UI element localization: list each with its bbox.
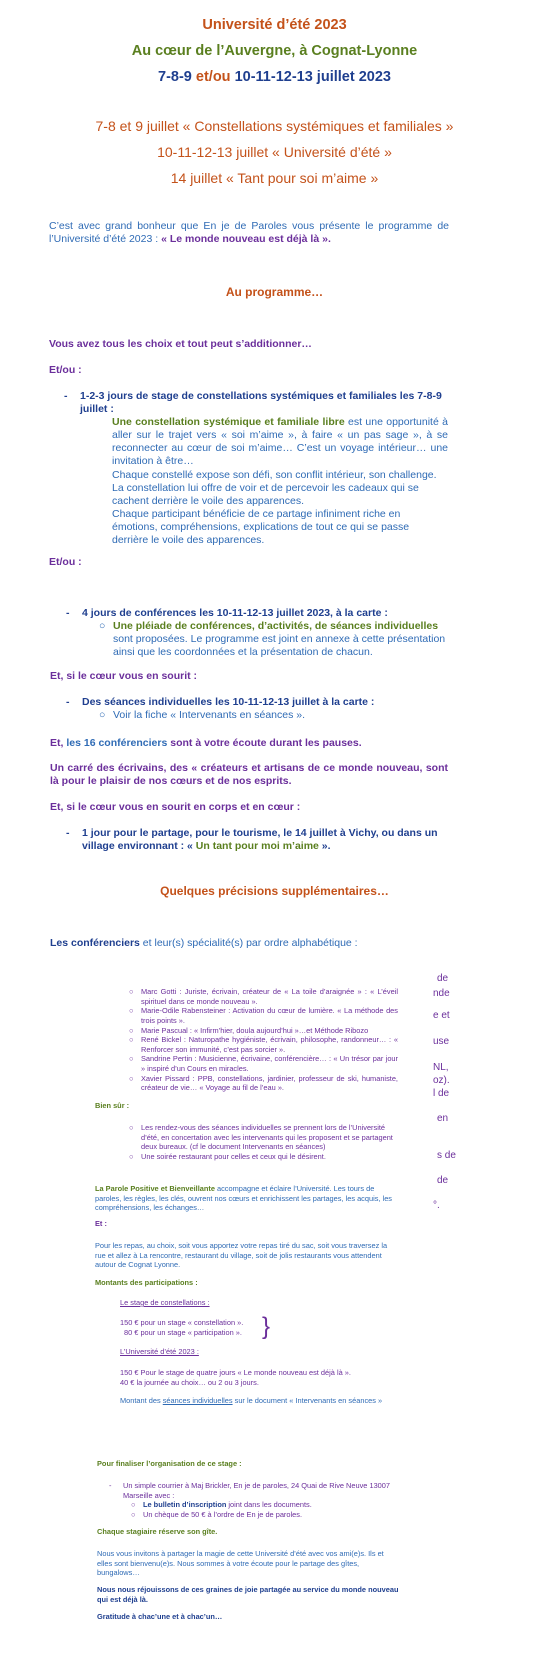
bien-sur-list bbox=[129, 1123, 398, 1162]
cheque-text: Un chèque de 50 € à l’ordre de En je de paroles. bbox=[143, 1509, 303, 1519]
et-label: Et : bbox=[95, 1219, 107, 1228]
constellations-title: 1-2-3 jours de stage de constellations systémiques et familiales les 7-8-9 juillet : bbox=[80, 390, 442, 416]
cut-text-fragment: oz). bbox=[433, 1075, 450, 1086]
ppb-text: accompagne et éclaire l’Université. Les tours de paroles, les règles, les clés, ouvrent nos cœurs et enrichissent les partages, les acquis, les compréhensions, les échanges… bbox=[95, 1184, 392, 1213]
cut-text-fragment: nde bbox=[433, 988, 450, 999]
circle-bullet: ○ bbox=[131, 1500, 136, 1509]
conferences-description bbox=[99, 620, 449, 659]
cut-text-fragment: l de bbox=[433, 1088, 450, 1099]
theme-line: 10-11-12-13 juillet « Université d’été » bbox=[157, 144, 392, 160]
theme-line: 7-8 et 9 juillet « Constellations systémiques et familiales » bbox=[95, 118, 454, 134]
seances-sub-text: Voir la fiche « Intervenants en séances ». bbox=[113, 709, 306, 721]
speaker-item bbox=[129, 1006, 398, 1025]
seances-link[interactable]: séances individuelles bbox=[162, 1396, 233, 1405]
constellations-text: Chaque participant bénéficie de ce partage infiniment riche en émotions, compréhensions, explications de tout ce qui se passe derrière le voile des apparences. bbox=[112, 507, 410, 547]
speaker-text: René Bickel : Naturopathe hygiéniste, écrivain, philosophe, randonneur… : « Renforcer son immunité, c’est pas sorcier ». bbox=[141, 1035, 398, 1054]
etou-label: Et/ou : bbox=[49, 364, 82, 376]
finaliser-item bbox=[131, 1509, 403, 1520]
speakers-list bbox=[129, 987, 398, 1093]
gite-line: Chaque stagiaire réserve son gîte. bbox=[97, 1527, 218, 1536]
bulletin-rest: joint dans les documents. bbox=[226, 1500, 312, 1509]
gratitude-line: Gratitude à chac’une et à chac’un… bbox=[97, 1612, 223, 1621]
speaker-item bbox=[129, 987, 398, 1006]
line-et: Et, bbox=[50, 737, 67, 749]
magie-paragraph: Nous vous invitons à partager la magie de cette Université d’été avec vos ami(e)s. Ils et elles sont bienvenu(e)s. Nous sommes à votre écoute pour le partage des gîtes, bungalows… bbox=[97, 1549, 384, 1578]
dash-bullet: - bbox=[64, 390, 68, 402]
etou-label: Et/ou : bbox=[49, 556, 82, 568]
conferences-item bbox=[66, 607, 450, 620]
dates-or: et/ou bbox=[195, 69, 235, 85]
speaker-item bbox=[129, 1073, 398, 1093]
cut-text-fragment: de bbox=[437, 973, 449, 984]
doc-title: Université d’été 2023 bbox=[202, 17, 347, 33]
doc-subtitle: Au cœur de l’Auvergne, à Cognat-Lyonne bbox=[131, 43, 418, 59]
conferenciers-line bbox=[50, 737, 362, 750]
programme-heading: Au programme… bbox=[225, 285, 324, 299]
stage-price: 150 € pour un stage « constellation ». bbox=[120, 1318, 244, 1327]
speaker-item bbox=[129, 1054, 398, 1073]
rejouissons-paragraph: Nous nous réjouissons de ces graines de joie partagée au service du monde nouveau qui est déjà là. bbox=[97, 1585, 399, 1604]
speaker-text: Xavier Pissard : PPB, constellations, jardinier, professeur de ski, humaniste, créateur de vie… « Voyage au fil de l’eau ». bbox=[141, 1073, 398, 1093]
finaliser-heading: Pour finaliser l’organisation de ce stage : bbox=[97, 1459, 242, 1468]
circle-bullet: ○ bbox=[129, 1035, 134, 1045]
seances-title: Des séances individuelles les 10-11-12-13 juillet à la carte : bbox=[82, 696, 375, 708]
conferences-lead: Une pléiade de conférences, d’activités, de séances individuelles bbox=[113, 620, 439, 632]
speaker-text: Sandrine Pertin : Musicienne, écrivaine, conférencière… : « Un trésor par jour » inspiré d’un Cours en miracles. bbox=[141, 1054, 398, 1073]
circle-bullet: ○ bbox=[129, 987, 134, 996]
brace-symbol: } bbox=[262, 1313, 271, 1340]
dates-second: 10-11-12-13 juillet 2023 bbox=[234, 69, 391, 85]
circle-bullet: ○ bbox=[131, 1509, 136, 1519]
cut-text-fragment: °. bbox=[433, 1200, 440, 1211]
constellations-item bbox=[64, 390, 448, 416]
stage-price: 80 € pour un stage « participation ». bbox=[124, 1328, 242, 1337]
seances-montant bbox=[120, 1396, 382, 1406]
courrier-item bbox=[109, 1481, 403, 1500]
bien-sur-item bbox=[129, 1151, 398, 1162]
univ-price: 40 € la journée au choix… ou 2 ou 3 jours. bbox=[120, 1378, 259, 1387]
stage-title: Le stage de constellations : bbox=[120, 1298, 210, 1307]
circle-bullet: ○ bbox=[129, 1123, 134, 1132]
ppb-bold: La Parole Positive et Bienveillante bbox=[95, 1184, 215, 1193]
speaker-item bbox=[129, 1025, 398, 1036]
cut-text-fragment: de bbox=[437, 1175, 449, 1186]
seances-a: Montant des bbox=[120, 1396, 163, 1405]
montants-label: Montants des participations : bbox=[95, 1278, 198, 1287]
partage-green: Un tant pour moi m’aime bbox=[195, 840, 319, 853]
intro-title: « Le monde nouveau est déjà là ». bbox=[161, 233, 331, 246]
conf-rest: et leur(s) spécialité(s) par ordre alphabétique : bbox=[139, 937, 358, 949]
circle-bullet: ○ bbox=[99, 620, 106, 632]
circle-bullet: ○ bbox=[129, 1054, 134, 1064]
conferences-title: 4 jours de conférences les 10-11-12-13 juillet 2023, à la carte : bbox=[82, 607, 388, 619]
intro-text: C’est avec grand bonheur que En je de Paroles vous présente le programme de l’Université d’été 2023 : bbox=[49, 220, 449, 246]
bien-sur-text: Les rendez-vous des séances individuelles se prennent lors de l’Université d’été, en concertation avec les intervenants qui les proposent et se partagent deux bureaux. (cf le document Intervenants en séances) bbox=[141, 1123, 393, 1152]
speaker-text: Marie-Odile Rabensteiner : Activation du cœur de lumière. « La méthode des trois points ». bbox=[141, 1006, 398, 1025]
circle-bullet: ○ bbox=[129, 1025, 134, 1035]
ppb-paragraph bbox=[95, 1184, 398, 1213]
precisions-heading: Quelques précisions supplémentaires… bbox=[160, 884, 389, 898]
dash-bullet: - bbox=[66, 607, 70, 619]
repas-paragraph: Pour les repas, au choix, soit vous apportez votre repas tiré du sac, soit vous traversez la rue et allez à La rencontre, restaurant du village, soit de jolis restaurants vous attendent autour de Cognat Lyonne. bbox=[95, 1241, 388, 1270]
cut-text-fragment: NL, bbox=[433, 1062, 449, 1073]
cut-text-fragment: use bbox=[433, 1036, 450, 1047]
partage-title: 1 jour pour le partage, pour le tourisme, le 14 juillet à Vichy, ou dans un village environnant : « bbox=[82, 827, 438, 853]
circle-bullet: ○ bbox=[129, 1073, 134, 1083]
constellations-text: Chaque constellé expose son défi, son conflit intérieur, son challenge. La constellation lui offre de voir et de percevoir les cadeaux qui se cachent derrière le voile des apparences. bbox=[112, 468, 437, 507]
dash-bullet: - bbox=[66, 696, 70, 708]
courrier-text: Un simple courrier à Maj Brickler, En je de paroles, 24 Quai de Rive Neuve 13007 Marseille avec : bbox=[123, 1481, 391, 1500]
line-rest: sont à votre écoute durant les pauses. bbox=[167, 737, 362, 749]
bien-sur-text: Une soirée restaurant pour celles et ceux qui le désirent. bbox=[141, 1151, 326, 1161]
conferenciers-intro bbox=[50, 937, 358, 950]
finaliser-list bbox=[131, 1500, 403, 1519]
partage-item bbox=[66, 827, 450, 853]
carre-paragraph: Un carré des écrivains, des « créateurs et artisans de ce monde nouveau, sont là pour le plaisir de nos cœurs et de nos esprits. bbox=[50, 762, 448, 788]
speaker-item bbox=[129, 1035, 398, 1054]
seances-b: sur le document « Intervenants en séances » bbox=[232, 1396, 383, 1405]
speaker-text: Marc Gotti : Juriste, écrivain, créateur de « La toile d’araignée » : « L’éveil spirituel dans ce monde nouveau ». bbox=[141, 987, 398, 1006]
cut-text-fragment: e et bbox=[433, 1010, 450, 1021]
constellations-lead: Une constellation systémique et familiale libre bbox=[112, 416, 345, 428]
circle-bullet: ○ bbox=[129, 1151, 134, 1161]
coeur-line: Et, si le cœur vous en sourit : bbox=[50, 670, 198, 682]
constellations-description bbox=[112, 416, 448, 547]
conf-bold: Les conférenciers bbox=[50, 937, 140, 949]
bien-sur-item bbox=[129, 1123, 398, 1152]
seances-sub bbox=[99, 709, 449, 722]
cut-text-fragment: en bbox=[437, 1113, 449, 1124]
bien-sur-label: Bien sûr : bbox=[95, 1101, 130, 1110]
seances-item bbox=[66, 696, 450, 709]
finaliser-item bbox=[131, 1500, 403, 1510]
partage-end: ». bbox=[318, 840, 331, 853]
choices-line: Vous avez tous les choix et tout peut s’additionner… bbox=[49, 338, 312, 350]
dates-first: 7-8-9 bbox=[158, 69, 196, 85]
bulletin-bold: Le bulletin d’inscription bbox=[143, 1500, 227, 1509]
line-16: les 16 conférenciers bbox=[66, 737, 168, 749]
constellations-text: est une opportunité à aller sur le trajet vers « soi m’aime », à faire « un pas sage », à se reconnecter au cœur de soi m’aime… C’est un voyage intérieur… une invitation à être… bbox=[112, 416, 448, 468]
circle-bullet: ○ bbox=[129, 1006, 134, 1016]
conferences-text: sont proposées. Le programme est joint en annexe à cette présentation ainsi que les coordonnées et la présentation de chacun. bbox=[113, 633, 446, 659]
doc-dates bbox=[0, 68, 549, 86]
circle-bullet: ○ bbox=[99, 709, 106, 721]
intro-paragraph bbox=[49, 220, 449, 246]
cut-text-fragment: s de bbox=[437, 1150, 456, 1161]
speaker-text: Marie Pascual : « Infirm’hier, doula aujourd’hui »…et Méthode Ribozo bbox=[141, 1025, 369, 1035]
univ-title: L’Université d’été 2023 : bbox=[120, 1347, 199, 1356]
dash-bullet: - bbox=[109, 1481, 112, 1490]
univ-price: 150 € Pour le stage de quatre jours « Le monde nouveau est déjà là ». bbox=[120, 1368, 351, 1377]
theme-line: 14 juillet « Tant pour soi m’aime » bbox=[170, 170, 379, 186]
coeur-line: Et, si le cœur vous en sourit en corps et en cœur : bbox=[50, 801, 301, 813]
dash-bullet: - bbox=[66, 827, 70, 839]
